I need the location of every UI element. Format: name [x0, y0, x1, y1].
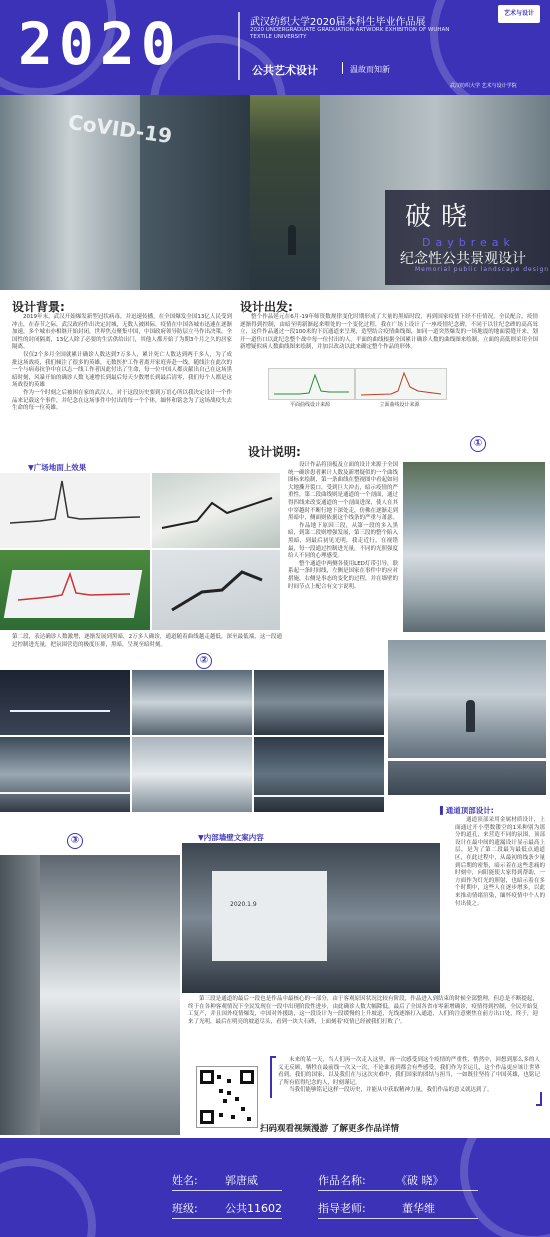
- section-number-2: ②: [196, 653, 212, 669]
- plaza-plan-render: [0, 473, 150, 548]
- top-design-label: ▌通道顶部设计:: [440, 806, 494, 815]
- crack-line: [18, 574, 130, 600]
- plaza-perspective-render: [152, 550, 280, 630]
- wall-label: ▼内部墙壁文案内容: [198, 833, 264, 842]
- work-title: 破晓: [405, 202, 478, 232]
- crack-line: [10, 481, 140, 523]
- memorial-wall-render: [0, 855, 180, 1135]
- elevation-caption: 立面曲线设计来源: [379, 402, 420, 408]
- elevation-curve-line: [361, 373, 441, 395]
- qr-caption: 扫码观看视频漫游 了解更多作品详情: [260, 1124, 399, 1134]
- tunnel-render: [0, 737, 130, 812]
- exhibition-title: 武汉纺织大学2020届本科生毕业作品展: [250, 17, 426, 28]
- qr-module: [219, 1089, 223, 1093]
- tunnel-entrance-render: [403, 462, 545, 632]
- plaza-label: ▼广场地面上效果: [28, 463, 87, 472]
- work-name: 《破 晓》: [396, 1174, 444, 1187]
- poster-header: [0, 0, 550, 95]
- qr-finder-inner: [203, 1073, 211, 1081]
- plaza-aerial-render: [152, 473, 280, 548]
- plaza-caption: 第二段，表达确诊人数激增，逐渐发展到黑暗，2万多人确诊，通道随着曲线越走越低，深至最低端，这一段通过控制进光量，把氛围营造的极度压抑，黑暗，呈现至暗时刻。: [12, 634, 282, 648]
- teacher-name: 董华维: [402, 1202, 435, 1215]
- exhibition-subtitle-en: 2020 UNDERGRADUATE GRADUATION ARTWORK EXHIBITION OF WUHAN TEXTILE UNIVERSITY: [250, 27, 450, 40]
- stone-date: 2020.1.9: [230, 901, 257, 908]
- decor-arc: [460, 1138, 550, 1237]
- plaza-plan-svg: [0, 473, 150, 548]
- plan-curve-line: [274, 375, 349, 394]
- section-number-3: ③: [67, 833, 83, 849]
- qr-module: [227, 1091, 231, 1095]
- qr-module: [227, 1079, 231, 1083]
- plaza-night-svg: [0, 550, 150, 630]
- stone-panel: [212, 871, 327, 961]
- underline: [318, 1218, 478, 1219]
- background-heading: 设计背景:: [12, 300, 65, 314]
- slogan: 温故而知新: [350, 65, 390, 74]
- qr-module: [217, 1075, 221, 1079]
- underline: [172, 1190, 282, 1191]
- qr-finder-inner: [203, 1113, 211, 1121]
- plaza-night-render: [0, 550, 150, 630]
- led-strip: [0, 792, 130, 794]
- tunnel-render: [254, 737, 384, 812]
- quote-bracket-left: [270, 1056, 276, 1098]
- category-label: 公共艺术设计: [252, 64, 318, 77]
- class-name: 公共11602: [225, 1202, 282, 1215]
- school-name: 武汉纺织大学 艺术与设计学院: [450, 83, 517, 89]
- covid-carved-text: CoVID-19: [66, 109, 174, 149]
- tunnel-render: [132, 737, 252, 812]
- qr-module: [231, 1115, 235, 1119]
- underline: [318, 1190, 478, 1191]
- year-logo: 2020: [18, 10, 182, 78]
- work-name-label: 作品名称:: [318, 1174, 366, 1187]
- tunnel-figure-render: [388, 640, 546, 795]
- qr-module: [235, 1097, 239, 1101]
- quote-bracket-right: [536, 1092, 542, 1106]
- class-label: 班级:: [172, 1202, 198, 1215]
- category-separator: [342, 62, 343, 74]
- led-strip: [388, 758, 546, 761]
- quote-paragraph: 当我们能够铭记这样一段历史，并能从中获取精神力量，我们作品的意义就达到了。: [289, 1087, 493, 1094]
- qr-module: [247, 1117, 251, 1121]
- work-title-en: Daybreak: [422, 236, 515, 249]
- qr-finder-inner: [243, 1073, 251, 1081]
- crack-line: [162, 498, 272, 528]
- decor-arc: [0, 1158, 96, 1237]
- background-paragraph: 仅仅2个多月全国就累计确诊人数达到7万多人，累计死亡人数达到两千多人，为了成批这场战疫，我们倾注了很多的英雄，无数医护工作者离开家庭奔赴一线，随线注在此次的一个与病毒抗争中在以志一线工作者因此付出了生命，每一位中国人都贡献出自己在这场黑暗时刻，风暴开始的确诊人数飞速增长到最后每天少数增长到最后清零，我们每个人都是这场战役的英雄: [12, 351, 233, 389]
- quote-paragraph: 未来的某一天，当人们再一次走入这里，再一次感受到这个疫情的严重性，悄然中，回想到那么多的人义无反顾，牺牲在最前线一次又一次，不论谁看到都会有些感受，我们作为幸运儿，这个作品更应该让世界看到，我们的国家，以及我们在与这次灾难中，我们国家的团结与担当，一如既往坚持了中国英雄，也铭记了所有值得纪念的人，时刻谨记。: [278, 1057, 540, 1086]
- student-name: 郭唐威: [225, 1174, 258, 1187]
- origin-text: 整个作品延元在6月-19年师资数规律变化时期形成了大量的黑暗时段，再到国家疫情下经不佳情况，全民配合，疫情逐渐得到控制，由暗至明新渐起来喂处的一个变化过程，我在广场上设计了一座疫情纪念碑，不同于以往纪念碑的高高耸立，这件作品通过一段100米的下沉通道来呈现，造型结合疫情曲线图，如同一道突然爆发的一场地震的地面裂缝开来，划开一道伤口以此纪念整个战中每一位付出的人。平面的曲线根据全国累计确诊人数的曲线图来绘制，立面的高低则采用全国新增疑似病人数曲线图来绘制，并加以改动以此来确定整个作品的形体。: [240, 314, 538, 351]
- qr-code[interactable]: [196, 1066, 258, 1128]
- stone-wall: [0, 855, 40, 1135]
- led-strip: [254, 795, 384, 797]
- canyon-gap: [250, 95, 320, 290]
- plan-caption: 平面曲线设计来源: [289, 402, 330, 408]
- background-text: [12, 314, 232, 413]
- top-design-text: 通道顶部采用金属材质设计，上面通过开小型数镂空的1米种别为那分的道孔，来营造不同的氛围，顶部设计在最中间的遗漏设计显示最高上层，是为了第二段最为最低点通道区，在此过程中，从最初的线条少量到后期的密集，暗示着在这些悲痛的时刻中，向阳能使大家得到帮助，一方面作为灯光的照射，也暗示着在多个时期中，这些人在逐步增多，以此来推动情绪渲染，缅怀疫情中个人的付出使之。: [455, 817, 545, 907]
- figure-silhouette: [466, 700, 475, 732]
- explain-paragraph: 整个通道中两侧各使用LED灯带引导，联系起一条时间线，左侧是国家在事件中的应对措施，右侧是事态的变化的过程，并在墙壁的时间节点上配合有文字说明。: [288, 560, 399, 590]
- explain-paragraph: 设计作品将顶板及立面的设计来源于全国统一确诊患者累计人数及新增疑似的一个曲线图标来绘制，第一条曲线在整视图中看起如同大地撕开裂口，受到巨大冲击，暗示疫情的严重性，第二段曲线则是通道的一个剖面，通过得四线来改变通道的一个剖面进深，使人在其中穿越时不断行地下深处走，仿佛在逐渐走到黑暗中，侧面则依据这个线条的严重与萧瑟。: [288, 462, 399, 522]
- wall-text-render: [182, 843, 440, 993]
- background-paragraph: 作为一个时刻之后被困在家的武汉人，对于这段历史要到万语心所以我决定设计一个作品来记载这个事件，并纪念在这场事件中付出的每一个个体，缅怀和铭念为了这场战疫失去生命的每一位英雄。: [12, 389, 233, 412]
- spacer: [430, 1000, 550, 1002]
- qr-module: [241, 1107, 245, 1111]
- poster-footer: [0, 1138, 550, 1237]
- tunnel-render: [0, 670, 130, 735]
- plan-curve-svg: [269, 369, 354, 399]
- tunnel-render: [132, 670, 252, 735]
- plaza-perspective-svg: [152, 550, 280, 630]
- background-paragraph: 2019年末，武汉开始爆发新型冠状病毒，并迅速传播，在全国爆发全国13亿人民受到冲击，在春节之际，武汉政府作出决定封城，无数人被困际，疫情在中国各城市迅速在逐渐加速，多个城市亦相继开始封闭，世界焦点聚集中国，中国政府领导防层立马作出决策，全国性的封闭隔离，13亿人除了必要的生活供给出门，其他人都开始了为期3个月之久的居家隔离。: [12, 314, 233, 351]
- teacher-label: 指导老师:: [318, 1202, 366, 1215]
- school-logo: 艺术与设计 A+D: [498, 5, 540, 23]
- crack-line: [172, 572, 262, 610]
- elevation-curve-svg: [356, 369, 446, 399]
- tunnel-render: [254, 670, 384, 735]
- qr-code-svg: [197, 1067, 257, 1127]
- work-subtitle: 纪念性公共景观设计: [400, 251, 526, 267]
- origin-heading: 设计出发:: [240, 300, 293, 314]
- qr-module: [219, 1113, 223, 1117]
- quote-text: [278, 1057, 540, 1095]
- explain-paragraph: 作品地下原因三段，从第一段的多入黑暗，到第二段则增强发展，第三段的整个陷入黑暗，到最后初见光明，我走近行，在视错最，每一段通过控制进光量，不同的光照强度给人不同的心理感受。: [288, 522, 399, 560]
- elevation-curve-chart: [355, 368, 447, 400]
- led-strip: [10, 710, 110, 712]
- plaza-aerial-svg: [152, 473, 280, 548]
- header-divider: [238, 12, 240, 80]
- section-number-1: ①: [470, 436, 486, 452]
- explain-text: [288, 462, 398, 591]
- figure-silhouette: [288, 225, 296, 255]
- underline: [172, 1218, 282, 1219]
- wall-caption: 第三段是通道的最后一段也是作品中最核心的一部分，由于客观原因状况比较有阶段，作品进入到结束的时候全部整理，但总是不断提起，终于在各种客观情况下全民发现在一段中出现阶段性进步，由此确诊人数大幅降低，最后了全国各省市零新增确诊，疫情得到控制，全民开始复工复产，并且国外疫情爆发，中国对外援助，这一段设计为一段缓慢的上升坡道，光线逐渐打入通道，人们的注意聚焦在前方出口处，终于，迎来了光明，最后在明亮的坡道尽头，看到一块大石碑，上面刻着'疫情已经被我们打败了'。: [188, 996, 538, 1025]
- name-label: 姓名:: [172, 1174, 198, 1187]
- plan-curve-chart: [268, 368, 355, 400]
- work-subtitle-en: Memorial public landscape design: [415, 266, 550, 273]
- explain-heading: 设计说明:: [248, 445, 301, 459]
- qr-module: [223, 1099, 227, 1103]
